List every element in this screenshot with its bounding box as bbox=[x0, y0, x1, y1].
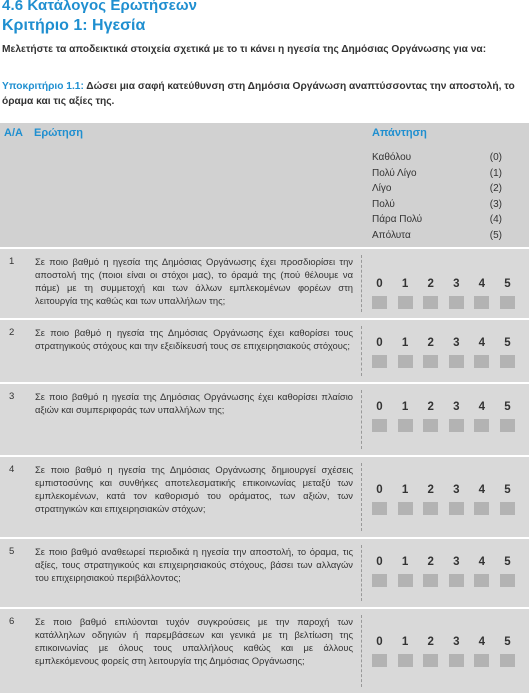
answer-option[interactable] bbox=[422, 399, 439, 432]
scale-label: Πολύ bbox=[372, 198, 395, 210]
answer-options bbox=[371, 276, 516, 309]
scale-row bbox=[372, 152, 502, 168]
option-digit: 3 bbox=[453, 556, 460, 568]
answer-option[interactable] bbox=[448, 399, 465, 432]
answer-option[interactable] bbox=[371, 482, 388, 515]
answer-option[interactable] bbox=[499, 554, 516, 587]
answer-checkbox[interactable] bbox=[372, 355, 387, 368]
answer-option[interactable] bbox=[473, 335, 490, 368]
answer-options bbox=[371, 482, 516, 515]
answer-option[interactable] bbox=[499, 335, 516, 368]
header-answer: Απάντηση bbox=[372, 127, 427, 139]
row-divider bbox=[0, 382, 529, 384]
answer-option[interactable] bbox=[422, 482, 439, 515]
answer-checkbox[interactable] bbox=[449, 419, 464, 432]
answer-checkbox[interactable] bbox=[500, 355, 515, 368]
option-digit: 5 bbox=[504, 636, 511, 648]
column-divider bbox=[361, 545, 362, 601]
scale-value: (2) bbox=[489, 183, 502, 194]
answer-options bbox=[371, 335, 516, 368]
answer-checkbox[interactable] bbox=[449, 654, 464, 667]
table-header bbox=[0, 123, 529, 247]
option-digit: 1 bbox=[401, 278, 409, 290]
answer-option[interactable] bbox=[448, 634, 465, 667]
question-row bbox=[0, 457, 529, 537]
row-divider bbox=[0, 247, 529, 249]
answer-option[interactable] bbox=[422, 335, 439, 368]
answer-checkbox[interactable] bbox=[372, 654, 387, 667]
option-digit: 2 bbox=[427, 556, 434, 568]
option-digit: 1 bbox=[401, 337, 409, 349]
answer-option[interactable] bbox=[397, 482, 414, 515]
answer-option[interactable] bbox=[499, 276, 516, 309]
option-digit: 4 bbox=[478, 484, 486, 496]
answer-option[interactable] bbox=[422, 554, 439, 587]
answer-option[interactable] bbox=[448, 482, 465, 515]
column-divider bbox=[361, 615, 362, 687]
answer-checkbox[interactable] bbox=[474, 296, 489, 309]
option-digit: 4 bbox=[478, 401, 486, 413]
question-row bbox=[0, 249, 529, 318]
option-digit: 2 bbox=[427, 484, 434, 496]
option-digit: 4 bbox=[478, 278, 486, 290]
answer-checkbox[interactable] bbox=[423, 355, 438, 368]
option-digit: 5 bbox=[504, 278, 511, 290]
answer-checkbox[interactable] bbox=[500, 419, 515, 432]
scale-row bbox=[372, 183, 502, 199]
option-digit: 2 bbox=[427, 278, 434, 290]
option-digit: 4 bbox=[478, 636, 486, 648]
answer-option[interactable] bbox=[371, 634, 388, 667]
answer-option[interactable] bbox=[422, 634, 439, 667]
header-question: Ερώτηση bbox=[34, 127, 84, 139]
option-digit: 3 bbox=[453, 337, 460, 349]
scale-label: Καθόλου bbox=[372, 152, 412, 163]
scale-row bbox=[372, 199, 502, 215]
section-title: 4.6 Κατάλογος Ερωτήσεων bbox=[2, 0, 198, 14]
answer-checkbox[interactable] bbox=[474, 502, 489, 515]
option-digit: 2 bbox=[427, 401, 434, 413]
answer-checkbox[interactable] bbox=[398, 574, 413, 587]
answer-option[interactable] bbox=[473, 634, 490, 667]
scale-row bbox=[372, 168, 502, 184]
answer-option[interactable] bbox=[371, 276, 388, 309]
scale-value: (5) bbox=[489, 229, 502, 241]
question-number: 6 bbox=[9, 616, 15, 627]
option-digit: 1 bbox=[401, 484, 409, 496]
question-row bbox=[0, 609, 529, 693]
option-digit: 2 bbox=[427, 337, 434, 349]
option-digit: 5 bbox=[504, 484, 511, 496]
answer-option[interactable] bbox=[448, 335, 465, 368]
question-row bbox=[0, 320, 529, 382]
scale-label: Λίγο bbox=[372, 183, 392, 194]
option-digit: 4 bbox=[478, 556, 486, 568]
question-text: Σε ποιο βαθμό επιλύονται τυχόν συγκρούσεις με την παροχή των κατάλληλων οδηγιών ή παρεμβάσεων και γενικά με τη βελτίωση της επικοινωνίας με όλους τους υπαλλήλους καθώς και με άλλους εμπλεκόμενους φορείς στη λειτουργία της Δημόσιας Οργάνωσης; bbox=[35, 616, 353, 666]
answer-option[interactable] bbox=[397, 335, 414, 368]
question-number: 5 bbox=[9, 546, 15, 557]
answer-checkbox[interactable] bbox=[474, 419, 489, 432]
option-digit: 5 bbox=[504, 556, 511, 568]
answer-scale-legend bbox=[372, 152, 502, 245]
option-digit: 4 bbox=[478, 337, 486, 349]
question-table bbox=[0, 123, 529, 693]
scale-value: (0) bbox=[489, 152, 502, 163]
question-text: Σε ποιο βαθμό αναθεωρεί περιοδικά η ηγεσία την αποστολή, το όραμα, τις αξίες, τους στρατηγικούς και επιχειρησιακούς στόχους, βάσει των αλλαγών του επιχειρησιακού περιβάλλοντος; bbox=[35, 546, 353, 583]
answer-option[interactable] bbox=[422, 276, 439, 309]
question-number: 3 bbox=[9, 391, 15, 402]
header-aa: Α/Α bbox=[4, 127, 23, 139]
option-digit: 3 bbox=[453, 636, 460, 648]
option-digit: 5 bbox=[504, 337, 511, 349]
answer-checkbox[interactable] bbox=[398, 355, 413, 368]
option-digit: 1 bbox=[401, 556, 409, 568]
answer-options bbox=[371, 399, 516, 432]
column-divider bbox=[361, 255, 362, 312]
answer-checkbox[interactable] bbox=[398, 296, 413, 309]
criterion-title: Κριτήριο 1: Ηγεσία bbox=[2, 17, 146, 34]
answer-option[interactable] bbox=[397, 276, 414, 309]
answer-checkbox[interactable] bbox=[398, 502, 413, 515]
option-digit: 0 bbox=[376, 636, 383, 648]
column-divider bbox=[361, 326, 362, 376]
answer-checkbox[interactable] bbox=[372, 419, 387, 432]
row-divider bbox=[0, 537, 529, 539]
answer-checkbox[interactable] bbox=[449, 296, 464, 309]
subcriterion-text: Δώσει μια σαφή κατεύθυνση στη Δημόσια Οργάνωση αναπτύσσοντας την αποστολή, το όραμα και τις αξίες της. bbox=[2, 81, 515, 107]
intro-text: Μελετήστε τα αποδεικτικά στοιχεία σχετικά με το τι κάνει η ηγεσία της Δημόσιας Οργάνωσης για να: bbox=[2, 44, 487, 55]
answer-option[interactable] bbox=[499, 399, 516, 432]
option-digit: 0 bbox=[376, 484, 383, 496]
answer-checkbox[interactable] bbox=[423, 296, 438, 309]
answer-option[interactable] bbox=[397, 399, 414, 432]
question-text: Σε ποιο βαθμό η ηγεσία της Δημόσιας Οργάνωσης έχει καθορίσει τους στρατηγικούς στόχους και την εξειδίκευσή τους σε επιχειρησιακούς στόχους; bbox=[35, 327, 353, 351]
answer-options bbox=[371, 634, 516, 667]
answer-option[interactable] bbox=[448, 276, 465, 309]
answer-option[interactable] bbox=[473, 276, 490, 309]
answer-option[interactable] bbox=[397, 554, 414, 587]
answer-option[interactable] bbox=[397, 634, 414, 667]
answer-checkbox[interactable] bbox=[423, 502, 438, 515]
option-digit: 5 bbox=[504, 401, 511, 413]
question-number: 4 bbox=[9, 464, 15, 475]
row-divider bbox=[0, 318, 529, 320]
question-row bbox=[0, 384, 529, 455]
scale-value: (3) bbox=[489, 198, 502, 210]
scale-row bbox=[372, 214, 502, 230]
option-digit: 0 bbox=[376, 337, 383, 349]
scale-label: Πάρα Πολύ bbox=[372, 214, 423, 225]
column-divider bbox=[361, 463, 362, 531]
answer-option[interactable] bbox=[371, 554, 388, 587]
option-digit: 2 bbox=[427, 636, 434, 648]
row-divider bbox=[0, 455, 529, 457]
option-digit: 3 bbox=[453, 484, 460, 496]
question-text: Σε ποιο βαθμό η ηγεσία της Δημόσιας Οργάνωσης δημιουργεί σχέσεις εμπιστοσύνης και συνθήκες αποτελεσματικής επικοινωνίας μεταξύ των εμπλεκομένων, κατά τον καθορισμό του οράματος, των αξιών, των στρατηγικών και επιχειρησιακών στόχων; bbox=[35, 464, 353, 514]
scale-value: (1) bbox=[489, 167, 502, 179]
scale-label: Πολύ Λίγο bbox=[372, 167, 417, 179]
answer-option[interactable] bbox=[371, 399, 388, 432]
answer-option[interactable] bbox=[499, 634, 516, 667]
question-number: 1 bbox=[9, 256, 15, 267]
answer-checkbox[interactable] bbox=[449, 502, 464, 515]
option-digit: 3 bbox=[453, 278, 460, 290]
answer-checkbox[interactable] bbox=[372, 502, 387, 515]
question-text: Σε ποιο βαθμό η ηγεσία της Δημόσιας Οργάνωσης έχει προσδιορίσει την αποστολή της (ποιοι είναι οι στόχοι μας), το όραμά της (πού θέλουμε να πάμε) με τη συμμετοχή και των άλλων εμπλεκομένων φορέων στη λειτουργία της καθώς και των υπαλλήλων της; bbox=[35, 256, 353, 306]
answer-checkbox[interactable] bbox=[372, 296, 387, 309]
option-digit: 0 bbox=[376, 401, 383, 413]
option-digit: 1 bbox=[401, 401, 409, 413]
answer-option[interactable] bbox=[473, 554, 490, 587]
answer-checkbox[interactable] bbox=[423, 654, 438, 667]
answer-checkbox[interactable] bbox=[398, 654, 413, 667]
answer-option[interactable] bbox=[499, 482, 516, 515]
answer-option[interactable] bbox=[448, 554, 465, 587]
scale-label: Απόλυτα bbox=[372, 229, 411, 241]
option-digit: 0 bbox=[376, 278, 383, 290]
question-number: 2 bbox=[9, 327, 15, 338]
answer-option[interactable] bbox=[473, 399, 490, 432]
answer-checkbox[interactable] bbox=[474, 355, 489, 368]
option-digit: 0 bbox=[376, 556, 383, 568]
scale-value: (4) bbox=[489, 214, 502, 225]
answer-option[interactable] bbox=[473, 482, 490, 515]
scale-row bbox=[372, 230, 502, 246]
answer-checkbox[interactable] bbox=[474, 574, 489, 587]
option-digit: 3 bbox=[453, 401, 460, 413]
question-row bbox=[0, 539, 529, 607]
answer-checkbox[interactable] bbox=[449, 574, 464, 587]
option-digit: 1 bbox=[401, 636, 409, 648]
answer-checkbox[interactable] bbox=[500, 654, 515, 667]
row-divider bbox=[0, 607, 529, 609]
subcriterion-label: Υποκριτήριο 1.1: bbox=[2, 81, 84, 92]
subcriterion bbox=[2, 79, 527, 109]
answer-option[interactable] bbox=[371, 335, 388, 368]
answer-checkbox[interactable] bbox=[423, 419, 438, 432]
answer-checkbox[interactable] bbox=[449, 355, 464, 368]
answer-checkbox[interactable] bbox=[398, 419, 413, 432]
column-divider bbox=[361, 390, 362, 449]
answer-checkbox[interactable] bbox=[500, 502, 515, 515]
question-text: Σε ποιο βαθμό η ηγεσία της Δημόσιας Οργάνωσης έχει καθορίσει πλαίσιο αξιών και συμπεριφοράς των υπαλλήλων της; bbox=[35, 391, 353, 415]
answer-options bbox=[371, 554, 516, 587]
answer-checkbox[interactable] bbox=[423, 574, 438, 587]
answer-checkbox[interactable] bbox=[474, 654, 489, 667]
answer-checkbox[interactable] bbox=[500, 296, 515, 309]
answer-checkbox[interactable] bbox=[372, 574, 387, 587]
answer-checkbox[interactable] bbox=[500, 574, 515, 587]
